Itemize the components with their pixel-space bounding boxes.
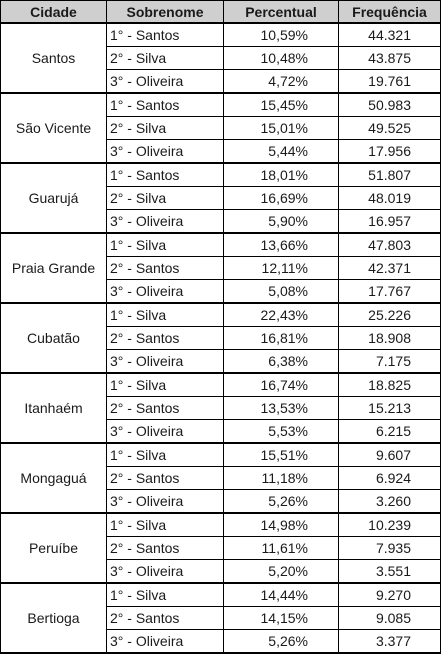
- table-row: [1, 513, 441, 537]
- percent-cell: 18,01%: [224, 163, 339, 187]
- frequency-cell: 9.085: [339, 607, 441, 630]
- frequency-cell: 44.321: [339, 23, 441, 47]
- percent-cell: 12,11%: [224, 257, 339, 280]
- frequency-cell: 6.215: [339, 420, 441, 444]
- table-row: [1, 163, 441, 187]
- surname-cell: 2° - Silva: [107, 187, 224, 210]
- table-row: [1, 233, 441, 257]
- surname-cell: 1° - Silva: [107, 373, 224, 397]
- header-row: [1, 1, 441, 24]
- percent-cell: 5,26%: [224, 630, 339, 654]
- header-percent: Percentual: [224, 1, 339, 24]
- percent-cell: 5,90%: [224, 210, 339, 234]
- frequency-cell: 3.260: [339, 490, 441, 514]
- surname-cell: 2° - Santos: [107, 467, 224, 490]
- header-city: Cidade: [1, 1, 107, 24]
- surname-cell: 2° - Santos: [107, 537, 224, 560]
- table-row: [1, 303, 441, 327]
- city-cell: São Vicente: [1, 93, 107, 163]
- surname-cell: 2° - Silva: [107, 47, 224, 70]
- frequency-cell: 47.803: [339, 233, 441, 257]
- frequency-cell: 16.957: [339, 210, 441, 234]
- surname-cell: 1° - Silva: [107, 513, 224, 537]
- percent-cell: 13,53%: [224, 397, 339, 420]
- percent-cell: 11,18%: [224, 467, 339, 490]
- percent-cell: 14,98%: [224, 513, 339, 537]
- percent-cell: 5,20%: [224, 560, 339, 584]
- percent-cell: 5,44%: [224, 140, 339, 164]
- surname-cell: 3° - Oliveira: [107, 350, 224, 374]
- surname-cell: 1° - Silva: [107, 303, 224, 327]
- surname-cell: 2° - Santos: [107, 257, 224, 280]
- percent-cell: 16,81%: [224, 327, 339, 350]
- frequency-cell: 7.175: [339, 350, 441, 374]
- header-surname: Sobrenome: [107, 1, 224, 24]
- frequency-cell: 6.924: [339, 467, 441, 490]
- percent-cell: 10,59%: [224, 23, 339, 47]
- frequency-cell: 17.956: [339, 140, 441, 164]
- header-frequency: Frequência: [339, 1, 441, 24]
- surname-cell: 1° - Santos: [107, 23, 224, 47]
- surname-cell: 1° - Silva: [107, 233, 224, 257]
- table-header: [1, 1, 441, 24]
- percent-cell: 15,51%: [224, 443, 339, 467]
- frequency-cell: 3.551: [339, 560, 441, 584]
- surname-cell: 2° - Santos: [107, 397, 224, 420]
- percent-cell: 6,38%: [224, 350, 339, 374]
- frequency-cell: 17.767: [339, 280, 441, 304]
- percent-cell: 15,45%: [224, 93, 339, 117]
- surname-cell: 1° - Santos: [107, 163, 224, 187]
- frequency-cell: 10.239: [339, 513, 441, 537]
- frequency-cell: 51.807: [339, 163, 441, 187]
- frequency-cell: 19.761: [339, 70, 441, 94]
- surname-cell: 1° - Silva: [107, 443, 224, 467]
- percent-cell: 4,72%: [224, 70, 339, 94]
- percent-cell: 5,08%: [224, 280, 339, 304]
- percent-cell: 16,69%: [224, 187, 339, 210]
- surname-cell: 3° - Oliveira: [107, 560, 224, 584]
- city-cell: Cubatão: [1, 303, 107, 373]
- frequency-cell: 15.213: [339, 397, 441, 420]
- surname-cell: 1° - Santos: [107, 93, 224, 117]
- percent-cell: 5,26%: [224, 490, 339, 514]
- table-row: [1, 23, 441, 47]
- surname-cell: 3° - Oliveira: [107, 210, 224, 234]
- percent-cell: 14,15%: [224, 607, 339, 630]
- frequency-cell: 18.908: [339, 327, 441, 350]
- city-cell: Itanhaém: [1, 373, 107, 443]
- frequency-cell: 25.226: [339, 303, 441, 327]
- table-row: [1, 93, 441, 117]
- frequency-cell: 50.983: [339, 93, 441, 117]
- table-row: [1, 373, 441, 397]
- city-cell: Mongaguá: [1, 443, 107, 513]
- frequency-cell: 9.270: [339, 583, 441, 607]
- city-cell: Bertioga: [1, 583, 107, 653]
- percent-cell: 14,44%: [224, 583, 339, 607]
- surname-cell: 2° - Santos: [107, 607, 224, 630]
- frequency-cell: 9.607: [339, 443, 441, 467]
- frequency-cell: 43.875: [339, 47, 441, 70]
- percent-cell: 11,61%: [224, 537, 339, 560]
- percent-cell: 15,01%: [224, 117, 339, 140]
- frequency-cell: 49.525: [339, 117, 441, 140]
- city-cell: Praia Grande: [1, 233, 107, 303]
- surname-cell: 3° - Oliveira: [107, 630, 224, 654]
- frequency-cell: 48.019: [339, 187, 441, 210]
- surname-cell: 3° - Oliveira: [107, 280, 224, 304]
- city-cell: Santos: [1, 23, 107, 93]
- percent-cell: 13,66%: [224, 233, 339, 257]
- city-cell: Guarujá: [1, 163, 107, 233]
- table-row: [1, 583, 441, 607]
- surname-cell: 3° - Oliveira: [107, 70, 224, 94]
- percent-cell: 10,48%: [224, 47, 339, 70]
- surname-cell: 2° - Santos: [107, 327, 224, 350]
- surname-cell: 3° - Oliveira: [107, 490, 224, 514]
- surname-cell: 2° - Silva: [107, 117, 224, 140]
- frequency-cell: 3.377: [339, 630, 441, 654]
- surname-cell: 3° - Oliveira: [107, 140, 224, 164]
- percent-cell: 22,43%: [224, 303, 339, 327]
- surname-cell: 3° - Oliveira: [107, 420, 224, 444]
- frequency-cell: 18.825: [339, 373, 441, 397]
- surname-cell: 1° - Silva: [107, 583, 224, 607]
- city-cell: Peruíbe: [1, 513, 107, 583]
- percent-cell: 5,53%: [224, 420, 339, 444]
- percent-cell: 16,74%: [224, 373, 339, 397]
- frequency-cell: 42.371: [339, 257, 441, 280]
- table-body: [1, 23, 441, 653]
- frequency-cell: 7.935: [339, 537, 441, 560]
- table-row: [1, 443, 441, 467]
